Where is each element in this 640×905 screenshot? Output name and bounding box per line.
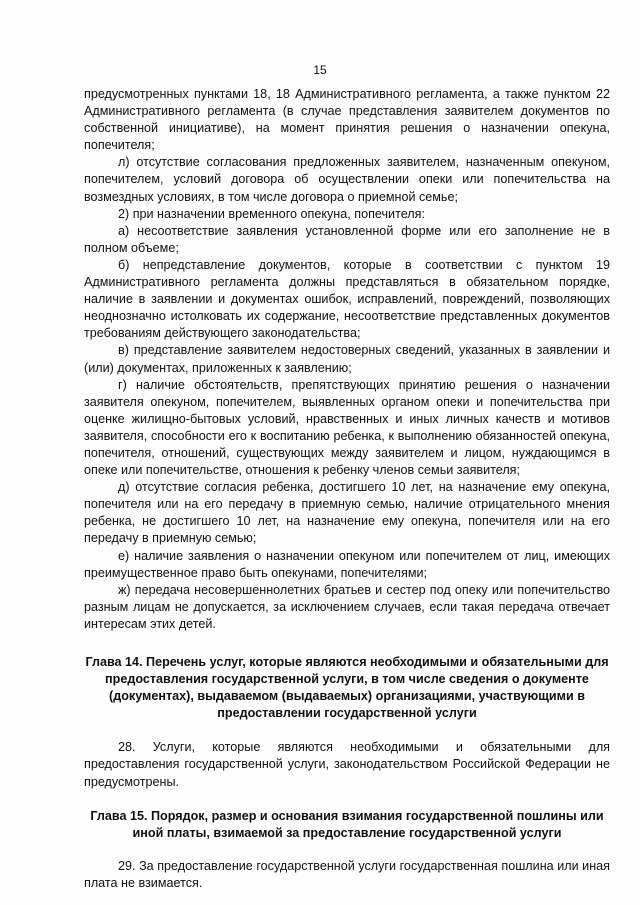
paragraph-item-g: г) наличие обстоятельств, препятствующих принятию решения о назначении заявителя опекуном, попечителем, выявленных органом опеки и попечительства при оценке жилищно-бытовых условий, нравственных и иных личных качеств и мотивов заявителя, способности его к воспитанию ребенка, к выполнению обязанностей опекуна, попечителя, отношений, существующих между заявителем и лицом, нуждающимся в опеке или попечительстве, отношения к ребенку членов семьи заявителя; [84, 377, 610, 478]
paragraph-item-2: 2) при назначении временного опекуна, попечителя: [118, 206, 425, 221]
paragraph-item-zh: ж) передача несовершеннолетних братьев и сестер под опеку или попечительство разным лицам не допускается, за исключением случаев, если такая передача отвечает интересам этих детей. [84, 582, 610, 631]
paragraph-item-v: в) представление заявителем недостоверных сведений, указанных в заявлении и (или) документах, приложенных к заявлению; [84, 343, 610, 375]
paragraph-item-e: е) наличие заявления о назначении опекуном или попечителем от лиц, имеющих преимущественное право быть опекунами, попечителями; [84, 548, 610, 580]
paragraph-item-l: л) отсутствие согласования предложенных заявителем, назначенным опекуном, попечителем, условий договора об осуществлении опеки или попечительства на возмездных условиях, в том числе договора о приемной семье; [84, 155, 610, 204]
paragraph-item-d: д) отсутствие согласия ребенка, достигшего 10 лет, на назначение ему опекуна, попечителя или на его передачу в приемную семью, наличие отрицательного мнения ребенка, не достигшего 10 лет, на назначение ему опекуна, попечителя или на его передачу в приемную семью; [84, 480, 610, 546]
paragraph-continuation: предусмотренных пунктами 18, 18 Административного регламента, а также пунктом 22 Административного регламента (в случае представления заявителем документов по собственной инициативе), на момент принятия решения о назначении опекуна, попечителя; [84, 87, 610, 153]
chapter-15-heading: Глава 15. Порядок, размер и основания взимания государственной пошлины или иной платы, взимаемой за предоставление государственной услуги [90, 808, 604, 840]
document-body [84, 86, 610, 892]
paragraph-item-a: а) несоответствие заявления установленной форме или его заполнение не в полном объеме; [84, 223, 610, 255]
page-number: 15 [313, 63, 327, 77]
chapter-14-heading: Глава 14. Перечень услуг, которые являются необходимыми и обязательными для предоставления государственной услуги, в том числе сведения о документе (документах), выдаваемом (выдаваемых) организациями, участвующими в предоставлении государственной услуги [85, 655, 609, 721]
paragraph-item-b: б) непредставление документов, которые в соответствии с пунктом 19 Административного регламента должны представляться в обязательном порядке, наличие в заявлении и документах ошибок, исправлений, повреждений, позволяющих неоднозначно истолковать их содержание, несоответствие представленных документов требованиям действующего законодательства; [84, 257, 610, 341]
paragraph-29: 29. За предоставление государственной услуги государственная пошлина или иная плата не взимается. [84, 858, 610, 890]
paragraph-28: 28. Услуги, которые являются необходимыми и обязательными для предоставления государственной услуги, законодательством Российской Федерации не предусмотрены. [84, 740, 610, 789]
